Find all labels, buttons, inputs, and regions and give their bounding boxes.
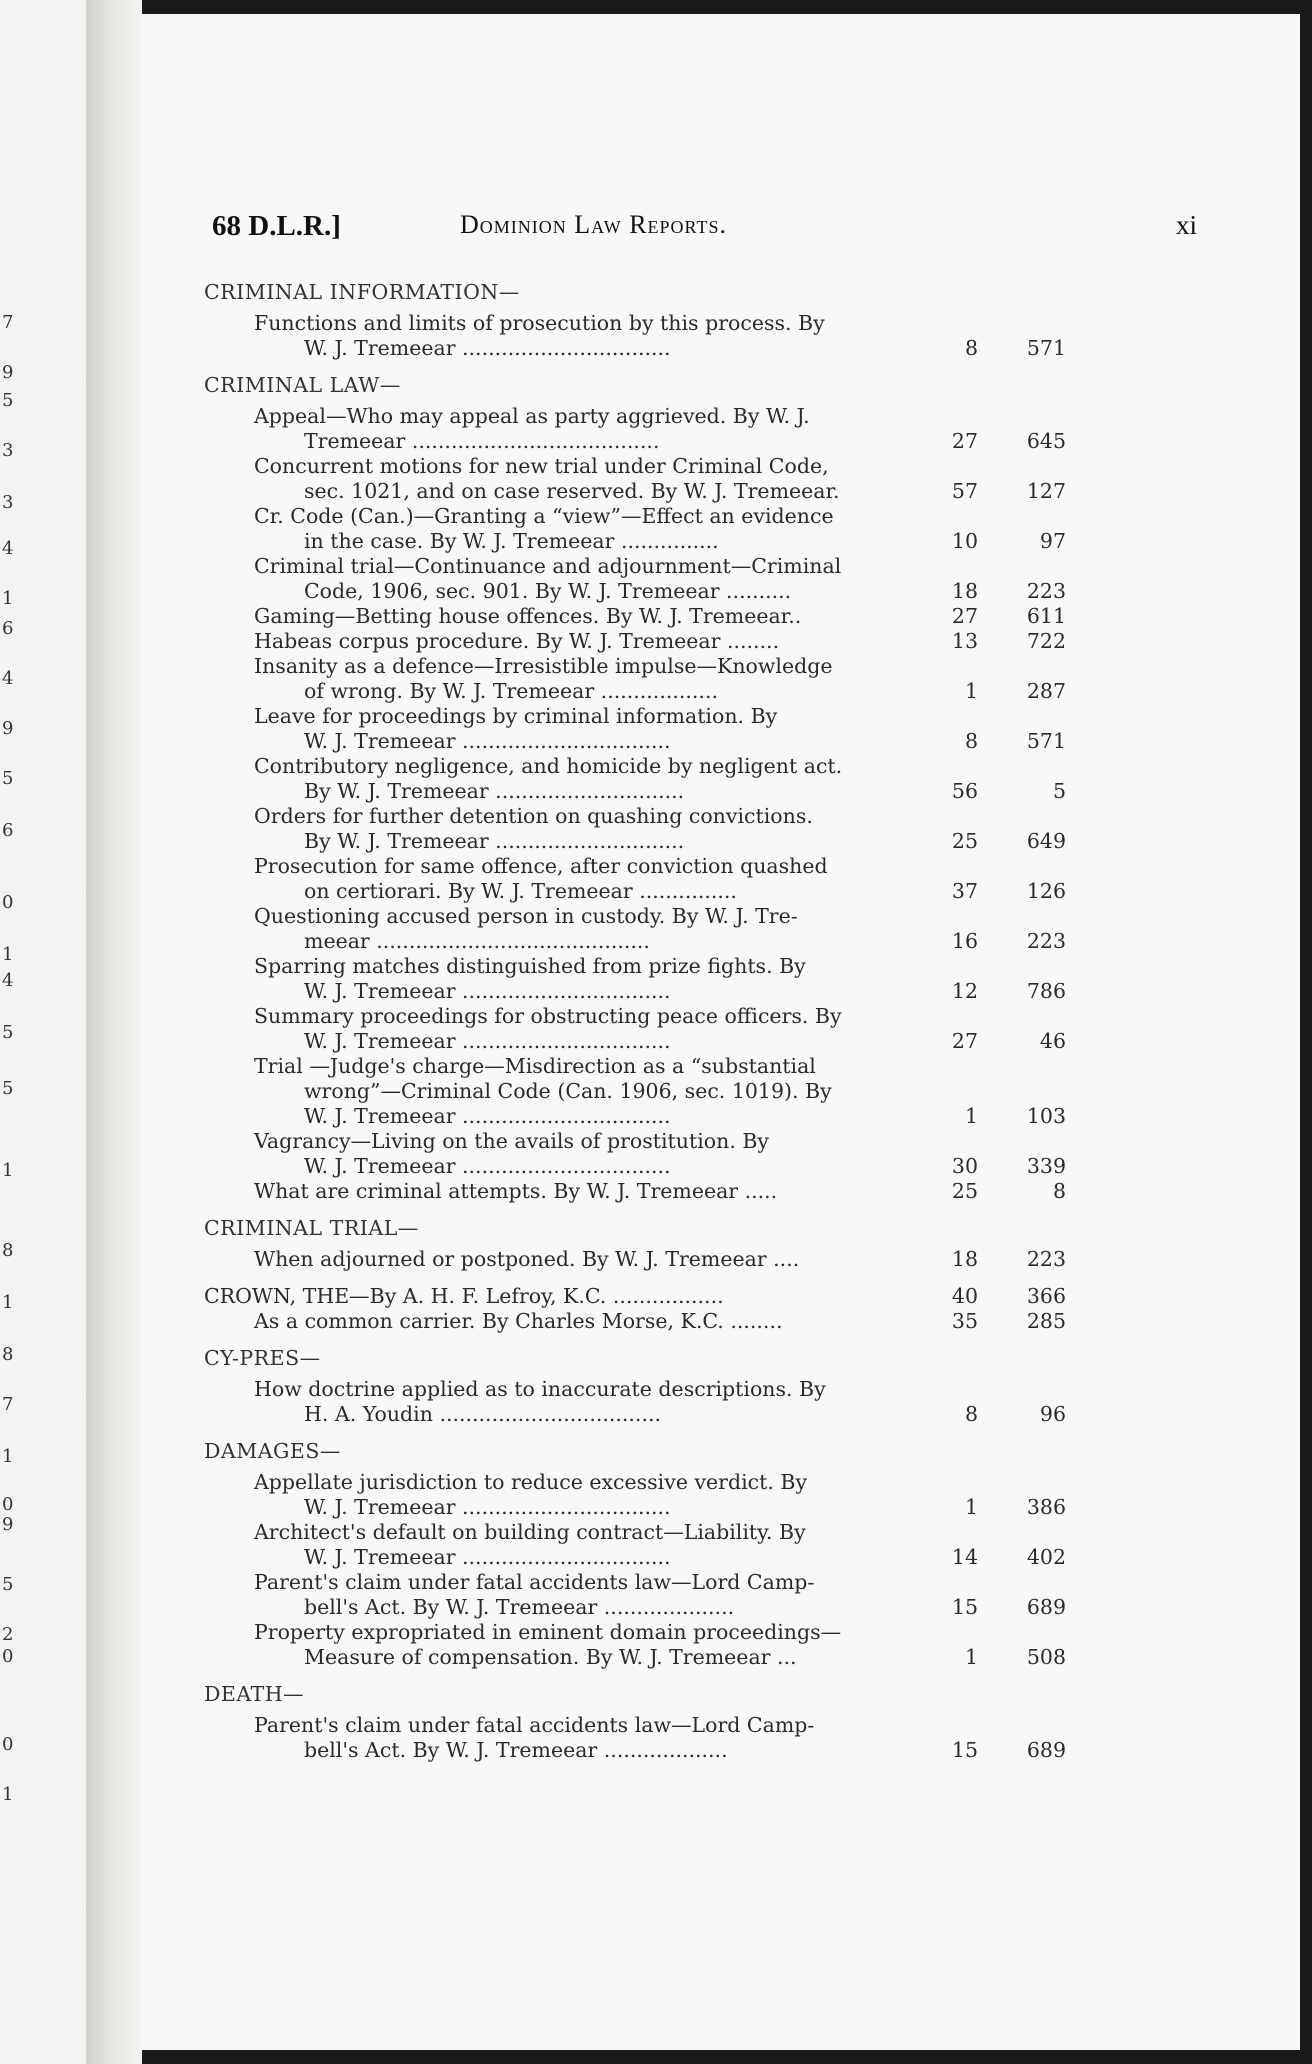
page-reference: 46 <box>1039 1029 1066 1053</box>
page-reference: 97 <box>1039 529 1066 553</box>
index-entry <box>254 1004 1124 1054</box>
index-entry <box>254 454 1124 504</box>
entry-text <box>254 1309 924 1334</box>
entry-continuation: Code, 1906, sec. 901. By W. J. Tremeear .......... <box>304 579 792 603</box>
margin-mark: 8 <box>2 1240 14 1261</box>
volume-number: 25 <box>951 1179 978 1203</box>
book-page <box>140 14 1300 2050</box>
entry-line: What are criminal attempts. By W. J. Tremeear ..... <box>254 1179 778 1203</box>
page-reference: 223 <box>1026 929 1066 953</box>
entry-text <box>254 954 924 1004</box>
entry-line: Questioning accused person in custody. By W. J. Tre- <box>254 904 798 928</box>
section-heading: CRIMINAL INFORMATION— <box>204 280 520 304</box>
page-reference: 508 <box>1026 1645 1066 1669</box>
entry-line: Concurrent motions for new trial under Criminal Code, <box>254 454 829 478</box>
entry-line: Parent's claim under fatal accidents law—Lord Camp- <box>254 1570 815 1594</box>
volume-number: 10 <box>951 529 978 553</box>
entry-line: Appellate jurisdiction to reduce excessive verdict. By <box>254 1470 808 1494</box>
page-number: xi <box>1175 210 1197 240</box>
volume-number: 15 <box>951 1738 978 1762</box>
index-entry <box>254 654 1124 704</box>
entry-line: Appeal—Who may appeal as party aggrieved. By W. J. <box>254 404 810 428</box>
page-reference: 571 <box>1026 729 1066 753</box>
entry-text <box>254 404 924 454</box>
entry-continuation: W. J. Tremeear ................................ <box>304 336 671 360</box>
entry-text <box>254 804 924 854</box>
entry-continuation: of wrong. By W. J. Tremeear .................. <box>304 679 718 703</box>
entry-line: Orders for further detention on quashing convictions. <box>254 804 813 828</box>
volume-number: 27 <box>951 429 978 453</box>
entry-text <box>254 754 924 804</box>
entry-text <box>254 1179 924 1204</box>
volume-number: 1 <box>964 1645 978 1669</box>
margin-mark: 4 <box>2 668 14 689</box>
section-heading: CRIMINAL TRIAL— <box>204 1216 419 1240</box>
margin-mark: 0 <box>2 1646 14 1667</box>
margin-mark: 5 <box>2 768 14 789</box>
margin-mark: 6 <box>2 618 14 639</box>
index-entry <box>254 1570 1124 1620</box>
volume-number: 27 <box>951 604 978 628</box>
index-entry <box>254 1247 1124 1272</box>
index-entry <box>254 804 1124 854</box>
section-heading: CY-PRES— <box>204 1346 321 1370</box>
index-entry <box>254 629 1124 654</box>
page-reference: 571 <box>1026 336 1066 360</box>
index-entry <box>254 754 1124 804</box>
margin-mark: 1 <box>2 1292 14 1313</box>
margin-mark: 1 <box>2 944 14 965</box>
index-section <box>204 1216 1124 1272</box>
volume-number: 15 <box>951 1595 978 1619</box>
entry-continuation: meear .......................................... <box>304 929 650 953</box>
left-page-edge <box>0 0 90 2064</box>
page-reference: 689 <box>1026 1738 1066 1762</box>
margin-mark: 0 <box>2 892 14 913</box>
page-reference: 126 <box>1026 879 1066 903</box>
section-heading-row <box>204 1284 1124 1309</box>
entry-text <box>254 1377 924 1427</box>
page-reference: 386 <box>1026 1495 1066 1519</box>
entry-continuation: By W. J. Tremeear ............................. <box>304 779 685 803</box>
entry-text <box>254 454 924 504</box>
entry-line: Contributory negligence, and homicide by negligent act. <box>254 754 843 778</box>
volume-number: 8 <box>964 729 978 753</box>
index-content <box>204 280 1124 1763</box>
entry-line: Cr. Code (Can.)—Granting a “view”—Effect an evidence <box>254 504 834 528</box>
margin-mark: 7 <box>2 1394 14 1415</box>
margin-mark: 3 <box>2 492 14 513</box>
entry-continuation: W. J. Tremeear ................................ <box>304 1154 671 1178</box>
entry-text <box>254 854 924 904</box>
index-entry <box>254 311 1124 361</box>
volume-reference: 68 D.L.R.] <box>212 210 341 242</box>
margin-mark: 5 <box>2 1574 14 1595</box>
entry-text <box>254 1620 924 1670</box>
index-entry <box>254 954 1124 1004</box>
entry-line: Summary proceedings for obstructing peace officers. By <box>254 1004 842 1028</box>
entry-line: Parent's claim under fatal accidents law—Lord Camp- <box>254 1713 815 1737</box>
margin-mark: 4 <box>2 970 14 991</box>
index-entry <box>254 404 1124 454</box>
index-section <box>204 1682 1124 1763</box>
entry-line: Trial —Judge's charge—Misdirection as a “substantial <box>254 1054 816 1078</box>
margin-mark: 2 <box>2 1624 14 1645</box>
entry-line: Vagrancy—Living on the avails of prostitution. By <box>254 1129 770 1153</box>
page-reference: 285 <box>1026 1309 1066 1333</box>
index-section <box>204 1284 1124 1334</box>
page-reference: 287 <box>1026 679 1066 703</box>
volume-number: 16 <box>951 929 978 953</box>
running-header <box>212 210 1197 250</box>
margin-mark: 8 <box>2 1344 14 1365</box>
entry-continuation: W. J. Tremeear ................................ <box>304 1545 671 1569</box>
margin-mark: 7 <box>2 312 14 333</box>
index-section <box>204 280 1124 361</box>
page-reference: 722 <box>1026 629 1066 653</box>
margin-mark: 0 <box>2 1734 14 1755</box>
entry-text <box>254 1004 924 1054</box>
margin-mark: 9 <box>2 718 14 739</box>
entry-continuation: Measure of compensation. By W. J. Tremeear ... <box>304 1645 797 1669</box>
margin-mark: 5 <box>2 1022 14 1043</box>
page-reference: 611 <box>1026 604 1066 628</box>
entry-line: Prosecution for same offence, after conviction quashed <box>254 854 828 878</box>
margin-mark: 1 <box>2 1160 14 1181</box>
volume-number: 8 <box>964 1402 978 1426</box>
entry-line: Habeas corpus procedure. By W. J. Tremeear ........ <box>254 629 780 653</box>
volume-number: 25 <box>951 829 978 853</box>
page-reference: 689 <box>1026 1595 1066 1619</box>
section-heading: DAMAGES— <box>204 1439 341 1463</box>
volume-number: 37 <box>951 879 978 903</box>
entry-text <box>254 1129 924 1179</box>
entry-continuation: Tremeear ...................................... <box>304 429 660 453</box>
volume-number: 40 <box>951 1284 978 1308</box>
index-entry <box>254 1179 1124 1204</box>
volume-number: 35 <box>951 1309 978 1333</box>
book-gutter <box>86 0 142 2064</box>
index-section <box>204 1439 1124 1670</box>
entry-line: Functions and limits of prosecution by this process. By <box>254 311 825 335</box>
entry-text <box>254 554 924 604</box>
entry-line: As a common carrier. By Charles Morse, K.C. ........ <box>254 1309 783 1333</box>
page-reference: 786 <box>1026 979 1066 1003</box>
entry-line: Gaming—Betting house offences. By W. J. Tremeear.. <box>254 604 802 628</box>
entry-text <box>254 1713 924 1763</box>
volume-number: 18 <box>951 579 978 603</box>
section-heading: DEATH— <box>204 1682 305 1706</box>
volume-number: 1 <box>964 679 978 703</box>
entry-text <box>254 904 924 954</box>
entry-text <box>254 504 924 554</box>
volume-number: 13 <box>951 629 978 653</box>
index-entry <box>254 1054 1124 1129</box>
entry-continuation: H. A. Youdin .................................. <box>304 1402 661 1426</box>
margin-mark: 5 <box>2 390 14 411</box>
entry-line: How doctrine applied as to inaccurate descriptions. By <box>254 1377 826 1401</box>
entry-text <box>254 604 924 629</box>
entry-text <box>254 1570 924 1620</box>
section-heading: CRIMINAL LAW— <box>204 373 401 397</box>
index-entry <box>254 1620 1124 1670</box>
volume-number: 56 <box>951 779 978 803</box>
index-entry <box>254 704 1124 754</box>
entry-line: Property expropriated in eminent domain proceedings— <box>254 1620 842 1644</box>
volume-number: 12 <box>951 979 978 1003</box>
section-heading: CROWN, THE—By A. H. F. Lefroy, K.C. ................. <box>204 1284 724 1308</box>
entry-continuation: W. J. Tremeear ................................ <box>304 1495 671 1519</box>
entry-continuation: bell's Act. By W. J. Tremeear ................... <box>304 1738 728 1762</box>
index-entry <box>254 1309 1124 1334</box>
entry-continuation: W. J. Tremeear ................................ <box>304 1104 671 1128</box>
volume-number: 18 <box>951 1247 978 1271</box>
index-entry <box>254 1520 1124 1570</box>
page-reference: 223 <box>1026 1247 1066 1271</box>
entry-continuation: sec. 1021, and on case reserved. By W. J. Tremeear. <box>304 479 840 503</box>
index-entry <box>254 504 1124 554</box>
page-reference: 8 <box>1052 1179 1066 1203</box>
index-entry <box>254 1129 1124 1179</box>
index-section <box>204 1346 1124 1427</box>
page-reference: 339 <box>1026 1154 1066 1178</box>
entry-line: When adjourned or postponed. By W. J. Tremeear .... <box>254 1247 800 1271</box>
entry-line: Sparring matches distinguished from prize fights. By <box>254 954 806 978</box>
margin-mark: 5 <box>2 1078 14 1099</box>
page-reference: 127 <box>1026 479 1066 503</box>
entry-continuation: bell's Act. By W. J. Tremeear .................... <box>304 1595 735 1619</box>
volume-number: 27 <box>951 1029 978 1053</box>
entry-continuation: W. J. Tremeear ................................ <box>304 1029 671 1053</box>
page-reference: 402 <box>1026 1545 1066 1569</box>
page-reference: 366 <box>1026 1284 1066 1308</box>
entry-continuation: wrong”—Criminal Code (Can. 1906, sec. 1019). By <box>304 1079 832 1103</box>
index-entry <box>254 1470 1124 1520</box>
entry-line: Leave for proceedings by criminal information. By <box>254 704 778 728</box>
margin-mark: 3 <box>2 440 14 461</box>
entry-continuation: in the case. By W. J. Tremeear ............... <box>304 529 719 553</box>
margin-mark: 1 <box>2 588 14 609</box>
index-entry <box>254 854 1124 904</box>
entry-text <box>254 1470 924 1520</box>
margin-mark: 9 <box>2 362 14 383</box>
entry-continuation: W. J. Tremeear ................................ <box>304 979 671 1003</box>
entry-continuation: By W. J. Tremeear ............................. <box>304 829 685 853</box>
entry-text <box>254 654 924 704</box>
page-reference: 649 <box>1026 829 1066 853</box>
entry-text <box>254 1520 924 1570</box>
volume-number: 14 <box>951 1545 978 1569</box>
page-reference: 223 <box>1026 579 1066 603</box>
entry-text <box>254 1247 924 1272</box>
journal-title: Dominion Law Reports. <box>460 210 727 239</box>
page-reference: 96 <box>1039 1402 1066 1426</box>
margin-mark: 4 <box>2 538 14 559</box>
index-entry <box>254 1713 1124 1763</box>
volume-number: 57 <box>951 479 978 503</box>
entry-line: Criminal trial—Continuance and adjournment—Criminal <box>254 554 842 578</box>
margin-mark: 1 <box>2 1784 14 1805</box>
entry-continuation: W. J. Tremeear ................................ <box>304 729 671 753</box>
volume-number: 1 <box>964 1495 978 1519</box>
margin-mark: 1 <box>2 1446 14 1467</box>
index-entry <box>254 904 1124 954</box>
page-reference: 645 <box>1026 429 1066 453</box>
entry-text <box>254 311 924 361</box>
volume-number: 8 <box>964 336 978 360</box>
margin-mark: 9 <box>2 1514 14 1535</box>
index-section <box>204 373 1124 1204</box>
margin-mark: 6 <box>2 820 14 841</box>
margin-mark: 0 <box>2 1494 14 1515</box>
index-entry <box>254 604 1124 629</box>
entry-text <box>254 629 924 654</box>
entry-line: Architect's default on building contract—Liability. By <box>254 1520 806 1544</box>
volume-number: 1 <box>964 1104 978 1128</box>
index-entry <box>254 554 1124 604</box>
entry-line: Insanity as a defence—Irresistible impulse—Knowledge <box>254 654 833 678</box>
entry-text <box>254 704 924 754</box>
page-reference: 103 <box>1026 1104 1066 1128</box>
page-reference: 5 <box>1052 779 1066 803</box>
volume-number: 30 <box>951 1154 978 1178</box>
entry-continuation: on certiorari. By W. J. Tremeear ............... <box>304 879 737 903</box>
entry-text <box>254 1054 924 1129</box>
index-entry <box>254 1377 1124 1427</box>
